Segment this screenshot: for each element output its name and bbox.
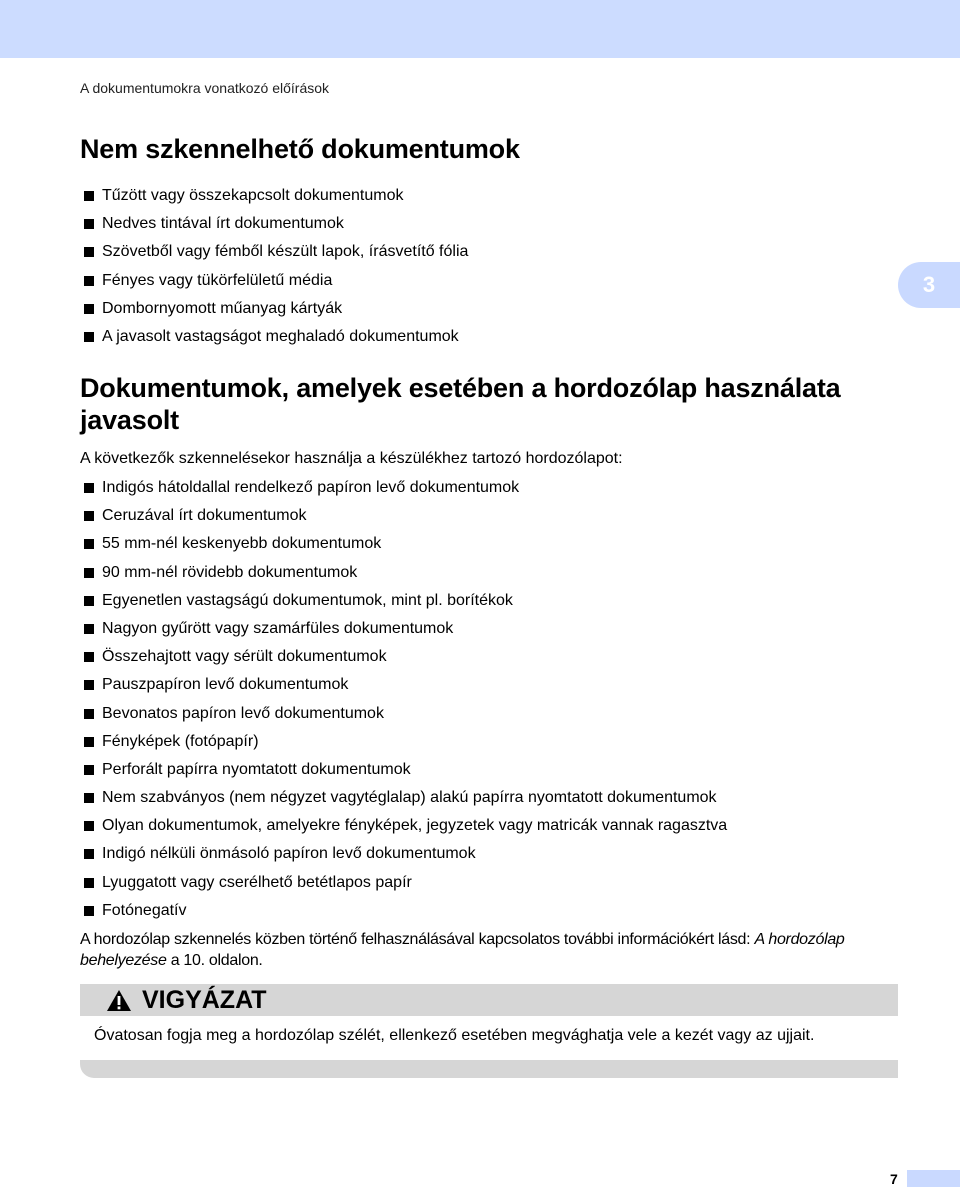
square-bullet-icon <box>84 596 94 606</box>
list-item <box>84 619 727 647</box>
warning-icon <box>106 989 132 1012</box>
list-item-text: A javasolt vastagságot meghaladó dokumentumok <box>102 327 459 345</box>
list-item-text: Dombornyomott műanyag kártyák <box>102 299 343 317</box>
list-item-text: Bevonatos papíron levő dokumentumok <box>102 704 384 722</box>
chapter-number: 3 <box>922 272 936 297</box>
page-number: 7 <box>890 1171 898 1187</box>
square-bullet-icon <box>84 765 94 775</box>
list-item-text: Perforált papírra nyomtatott dokumentumok <box>102 760 411 778</box>
list-item <box>84 214 468 242</box>
square-bullet-icon <box>84 219 94 229</box>
list-item <box>84 534 727 562</box>
page-number-tab <box>907 1170 960 1187</box>
square-bullet-icon <box>84 304 94 314</box>
square-bullet-icon <box>84 247 94 257</box>
reference-text-before: A hordozólap szkennelés közben történő felhasználásával kapcsolatos további információkért lásd: <box>80 931 755 948</box>
list-item-text: Lyuggatott vagy cserélhető betétlapos papír <box>102 873 412 891</box>
list-item-text: Szövetből vagy fémből készült lapok, írásvetítő fólia <box>102 243 469 261</box>
list-item-text: Ceruzával írt dokumentumok <box>102 507 307 525</box>
reference-text-after: a 10. oldalon. <box>166 952 263 969</box>
list-item <box>84 647 727 675</box>
list-item <box>84 478 727 506</box>
square-bullet-icon <box>84 878 94 888</box>
not-scannable-list <box>84 186 468 355</box>
list-item <box>84 732 727 760</box>
list-item <box>84 563 727 591</box>
caution-header <box>80 984 898 1016</box>
square-bullet-icon <box>84 568 94 578</box>
square-bullet-icon <box>84 539 94 549</box>
list-item <box>84 873 727 901</box>
square-bullet-icon <box>84 709 94 719</box>
square-bullet-icon <box>84 483 94 493</box>
section-title-carrier-sheet: Dokumentumok, amelyek esetében a hordozólap használata javasolt <box>80 373 841 435</box>
list-item-text: Fotónegatív <box>102 901 187 919</box>
square-bullet-icon <box>84 737 94 747</box>
square-bullet-icon <box>84 680 94 690</box>
square-bullet-icon <box>84 624 94 634</box>
carrier-sheet-list <box>84 478 727 929</box>
square-bullet-icon <box>84 652 94 662</box>
square-bullet-icon <box>84 332 94 342</box>
square-bullet-icon <box>84 511 94 521</box>
list-item <box>84 506 727 534</box>
reference-link[interactable]: A hordozólap behelyezése <box>80 931 845 969</box>
list-item <box>84 271 468 299</box>
square-bullet-icon <box>84 191 94 201</box>
chapter-tab <box>898 262 960 308</box>
list-item <box>84 844 727 872</box>
list-item-text: Pauszpapíron levő dokumentumok <box>102 676 349 694</box>
list-item-text: Tűzött vagy összekapcsolt dokumentumok <box>102 187 404 204</box>
square-bullet-icon <box>84 906 94 916</box>
square-bullet-icon <box>84 276 94 286</box>
list-item-text: Összehajtott vagy sérült dokumentumok <box>102 648 387 666</box>
top-color-band <box>0 0 960 58</box>
square-bullet-icon <box>84 793 94 803</box>
list-item-text: 55 mm-nél keskenyebb dokumentumok <box>102 535 382 553</box>
list-item-text: Nagyon gyűrött vagy szamárfüles dokumentumok <box>102 619 454 637</box>
running-header: A dokumentumokra vonatkozó előírások <box>80 80 330 96</box>
caution-footer-bar <box>80 1060 898 1078</box>
section-title-not-scannable: Nem szkennelhető dokumentumok <box>80 134 520 164</box>
caution-title: VIGYÁZAT <box>142 985 267 1014</box>
square-bullet-icon <box>84 821 94 831</box>
list-item <box>84 788 727 816</box>
carrier-sheet-intro: A következők szkennelésekor használja a készülékhez tartozó hordozólapot: <box>80 450 623 467</box>
reference-paragraph <box>80 929 910 971</box>
list-item-text: Nem szabványos (nem négyzet vagytéglalap) alakú papírra nyomtatott dokumentumok <box>102 789 717 807</box>
square-bullet-icon <box>84 849 94 859</box>
list-item <box>84 327 468 355</box>
list-item <box>84 591 727 619</box>
list-item-text: Fényképek (fotópapír) <box>102 732 259 750</box>
list-item <box>84 901 727 929</box>
list-item <box>84 242 468 270</box>
list-item-text: Olyan dokumentumok, amelyekre fényképek, jegyzetek vagy matricák vannak ragasztva <box>102 817 728 835</box>
list-item <box>84 760 727 788</box>
list-item <box>84 816 727 844</box>
list-item-text: Indigós hátoldallal rendelkező papíron levő dokumentumok <box>102 479 520 496</box>
list-item-text: Egyenetlen vastagságú dokumentumok, mint pl. borítékok <box>102 591 513 609</box>
list-item-text: Nedves tintával írt dokumentumok <box>102 215 344 233</box>
list-item <box>84 675 727 703</box>
list-item <box>84 299 468 327</box>
list-item-text: 90 mm-nél rövidebb dokumentumok <box>102 563 358 581</box>
list-item <box>84 186 468 214</box>
list-item <box>84 704 727 732</box>
list-item-text: Indigó nélküli önmásoló papíron levő dokumentumok <box>102 845 476 863</box>
caution-text: Óvatosan fogja meg a hordozólap szélét, ellenkező esetében megvághatja vele a kezét vagy az ujjait. <box>94 1027 815 1044</box>
list-item-text: Fényes vagy tükörfelületű média <box>102 271 333 289</box>
